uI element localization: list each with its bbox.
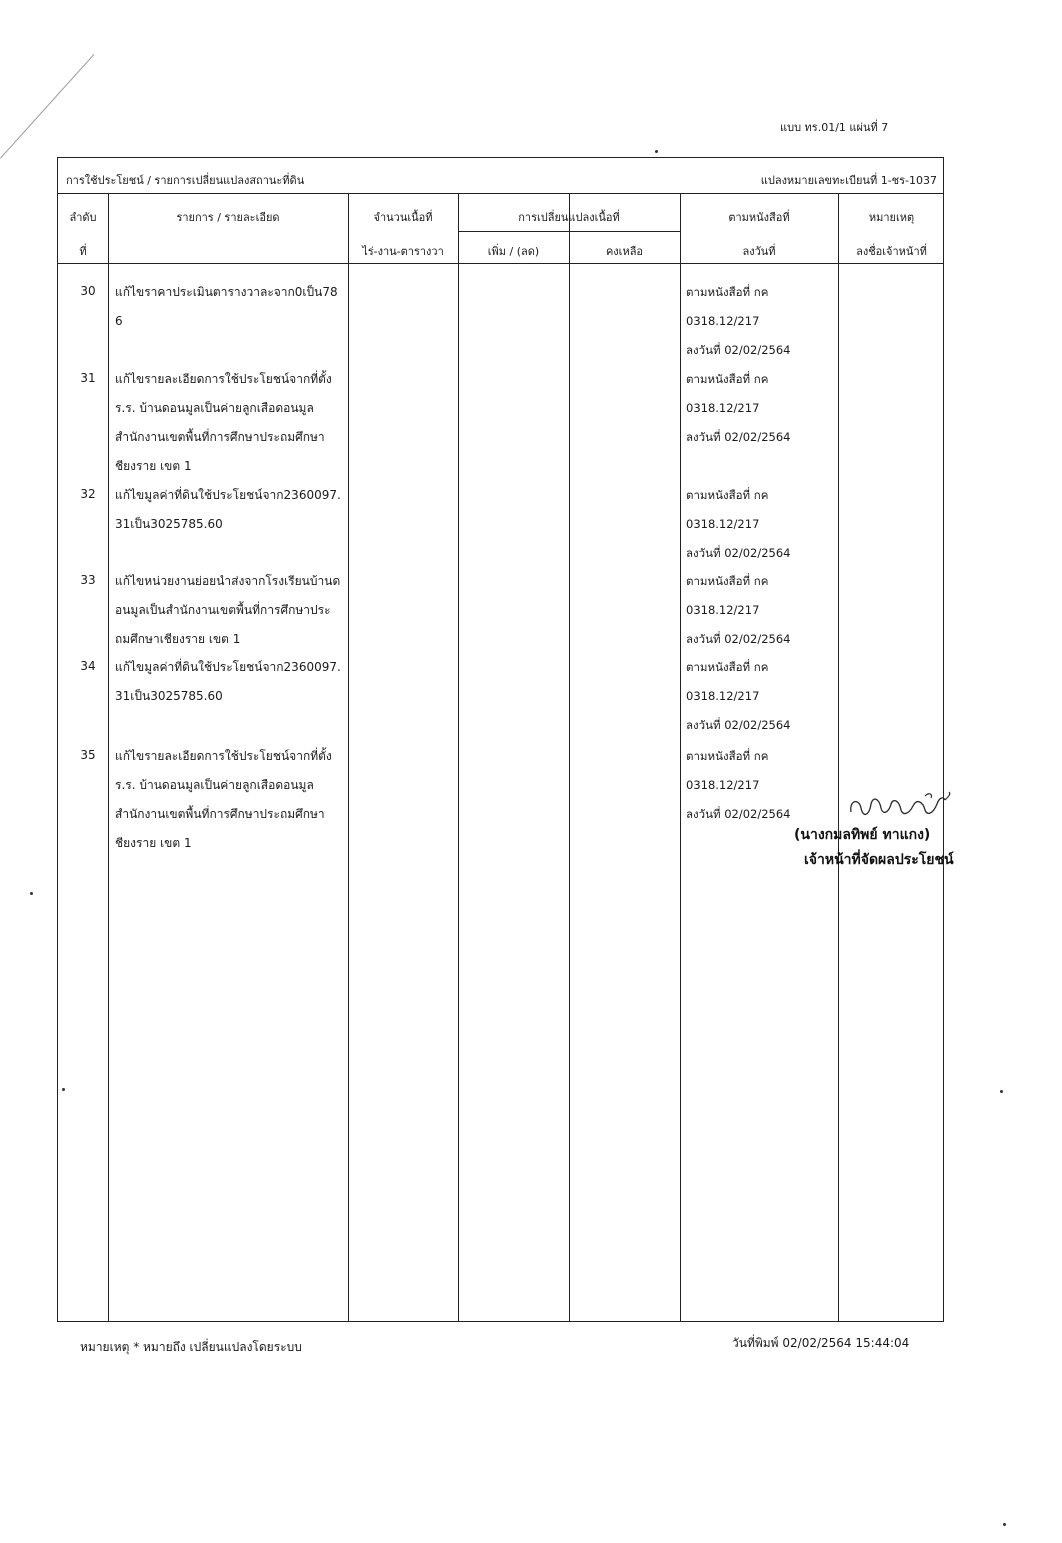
description-line: แก้ไขมูลค่าที่ดินใช้ประโยชน์จาก2360097.: [115, 488, 341, 502]
reference-line: ลงวันที่ 02/02/2564: [686, 430, 791, 444]
reference-line: ตามหนังสือที่ กค: [686, 574, 769, 588]
description-line: 31เป็น3025785.60: [115, 517, 223, 531]
description-line: ถมศึกษาเชียงราย เขต 1: [115, 632, 241, 646]
description-line: สำนักงานเขตพื้นที่การศึกษาประถมศึกษา: [115, 807, 325, 821]
form-id: แบบ ทร.01/1 แผ่นที่ 7: [780, 121, 889, 134]
header-ref: ตามหนังสือที่: [728, 211, 790, 224]
scan-speck: [1003, 1523, 1006, 1526]
land-record-table: [57, 157, 944, 1322]
row-description: [115, 653, 355, 711]
reference-line: ลงวันที่ 02/02/2564: [686, 807, 791, 821]
table-row: [58, 365, 943, 473]
handwritten-signature: [845, 790, 955, 826]
reference-line: ตามหนังสือที่ กค: [686, 372, 769, 386]
reference-line: ลงวันที่ 02/02/2564: [686, 546, 791, 560]
row-number: 35: [80, 748, 96, 762]
officer-title: เจ้าหน้าที่จัดผลประโยชน์: [804, 852, 954, 868]
description-line: 31เป็น3025785.60: [115, 689, 223, 703]
reference-line: ลงวันที่ 02/02/2564: [686, 632, 791, 646]
officer-name: (นางกมลทิพย์ ทาแกง): [794, 827, 931, 843]
header-change: การเปลี่ยนแปลงเนื้อที่: [518, 211, 620, 224]
scan-edge-line: [0, 54, 94, 159]
row-reference: [686, 653, 836, 740]
row-description: [115, 278, 355, 336]
table-row: [58, 567, 943, 667]
reference-line: 0318.12/217: [686, 778, 760, 792]
header-ref-date: ลงวันที่: [742, 245, 776, 258]
reference-line: 0318.12/217: [686, 689, 760, 703]
header-officer: ลงชื่อเจ้าหน้าที่: [856, 245, 927, 258]
header-no: ลำดับ: [69, 211, 97, 224]
row-number: 31: [80, 371, 96, 385]
row-reference: [686, 278, 836, 365]
row-description: [115, 481, 355, 539]
description-line: แก้ไขรายละเอียดการใช้ประโยชน์จากที่ตั้ง: [115, 372, 332, 386]
row-reference: [686, 567, 836, 654]
description-line: ชียงราย เขต 1: [115, 459, 192, 473]
description-line: อนมูลเป็นสำนักงานเขตพื้นที่การศึกษาประ: [115, 603, 331, 617]
row-description: [115, 365, 355, 481]
row-number: 34: [80, 659, 96, 673]
header-no-2: ที่: [79, 245, 87, 258]
reference-line: ลงวันที่ 02/02/2564: [686, 718, 791, 732]
header-note: หมายเหตุ: [868, 211, 915, 224]
reference-line: ตามหนังสือที่ กค: [686, 660, 769, 674]
header-area-unit: ไร่-งาน-ตารางวา: [362, 245, 444, 258]
row-number: 33: [80, 573, 96, 587]
reference-line: 0318.12/217: [686, 401, 760, 415]
row-number: 30: [80, 284, 96, 298]
print-date: วันที่พิมพ์ 02/02/2564 15:44:04: [732, 1336, 910, 1350]
header-bottom-line: [58, 263, 943, 264]
description-line: แก้ไขมูลค่าที่ดินใช้ประโยชน์จาก2360097.: [115, 660, 341, 674]
table-row: [58, 481, 943, 581]
description-line: แก้ไขราคาประเมินตารางวาละจาก0เป็น78: [115, 285, 338, 299]
header-desc: รายการ / รายละเอียด: [176, 211, 280, 224]
table-row: [58, 653, 943, 753]
reference-line: ตามหนังสือที่ กค: [686, 749, 769, 763]
reference-line: 0318.12/217: [686, 517, 760, 531]
table-title: การใช้ประโยชน์ / รายการเปลี่ยนแปลงสถานะที่ดิน: [66, 174, 305, 187]
description-line: แก้ไขหน่วยงานย่อยนำส่งจากโรงเรียนบ้านด: [115, 574, 341, 588]
table-title-bar: [58, 158, 943, 194]
reference-line: ลงวันที่ 02/02/2564: [686, 343, 791, 357]
description-line: แก้ไขรายละเอียดการใช้ประโยชน์จากที่ตั้ง: [115, 749, 332, 763]
officer-signature: [790, 790, 990, 890]
description-line: ร.ร. บ้านดอนมูลเป็นค่ายลูกเสือดอนมูล: [115, 401, 314, 415]
scan-speck: [1000, 1090, 1003, 1093]
description-line: 6: [115, 314, 123, 328]
header-divider: [458, 231, 680, 232]
reference-line: ตามหนังสือที่ กค: [686, 285, 769, 299]
row-description: [115, 742, 355, 858]
table-row: [58, 278, 943, 378]
reference-line: 0318.12/217: [686, 603, 760, 617]
header-change-add: เพิ่ม / (ลด): [487, 245, 540, 258]
row-number: 32: [80, 487, 96, 501]
reference-line: 0318.12/217: [686, 314, 760, 328]
row-description: [115, 567, 355, 654]
row-reference: [686, 481, 836, 568]
footnote: หมายเหตุ * หมายถึง เปลี่ยนแปลงโดยระบบ: [80, 1340, 302, 1354]
header-change-remain: คงเหลือ: [605, 245, 644, 258]
reference-line: ตามหนังสือที่ กค: [686, 488, 769, 502]
row-reference: [686, 365, 836, 452]
description-line: สำนักงานเขตพื้นที่การศึกษาประถมศึกษา: [115, 430, 325, 444]
description-line: ร.ร. บ้านดอนมูลเป็นค่ายลูกเสือดอนมูล: [115, 778, 314, 792]
scan-speck: [655, 150, 658, 153]
scan-speck: [30, 892, 33, 895]
header-area: จำนวนเนื้อที่: [373, 211, 433, 224]
description-line: ชียงราย เขต 1: [115, 836, 192, 850]
parcel-number: แปลงหมายเลขทะเบียนที่ 1-ชร-1037: [760, 174, 937, 187]
